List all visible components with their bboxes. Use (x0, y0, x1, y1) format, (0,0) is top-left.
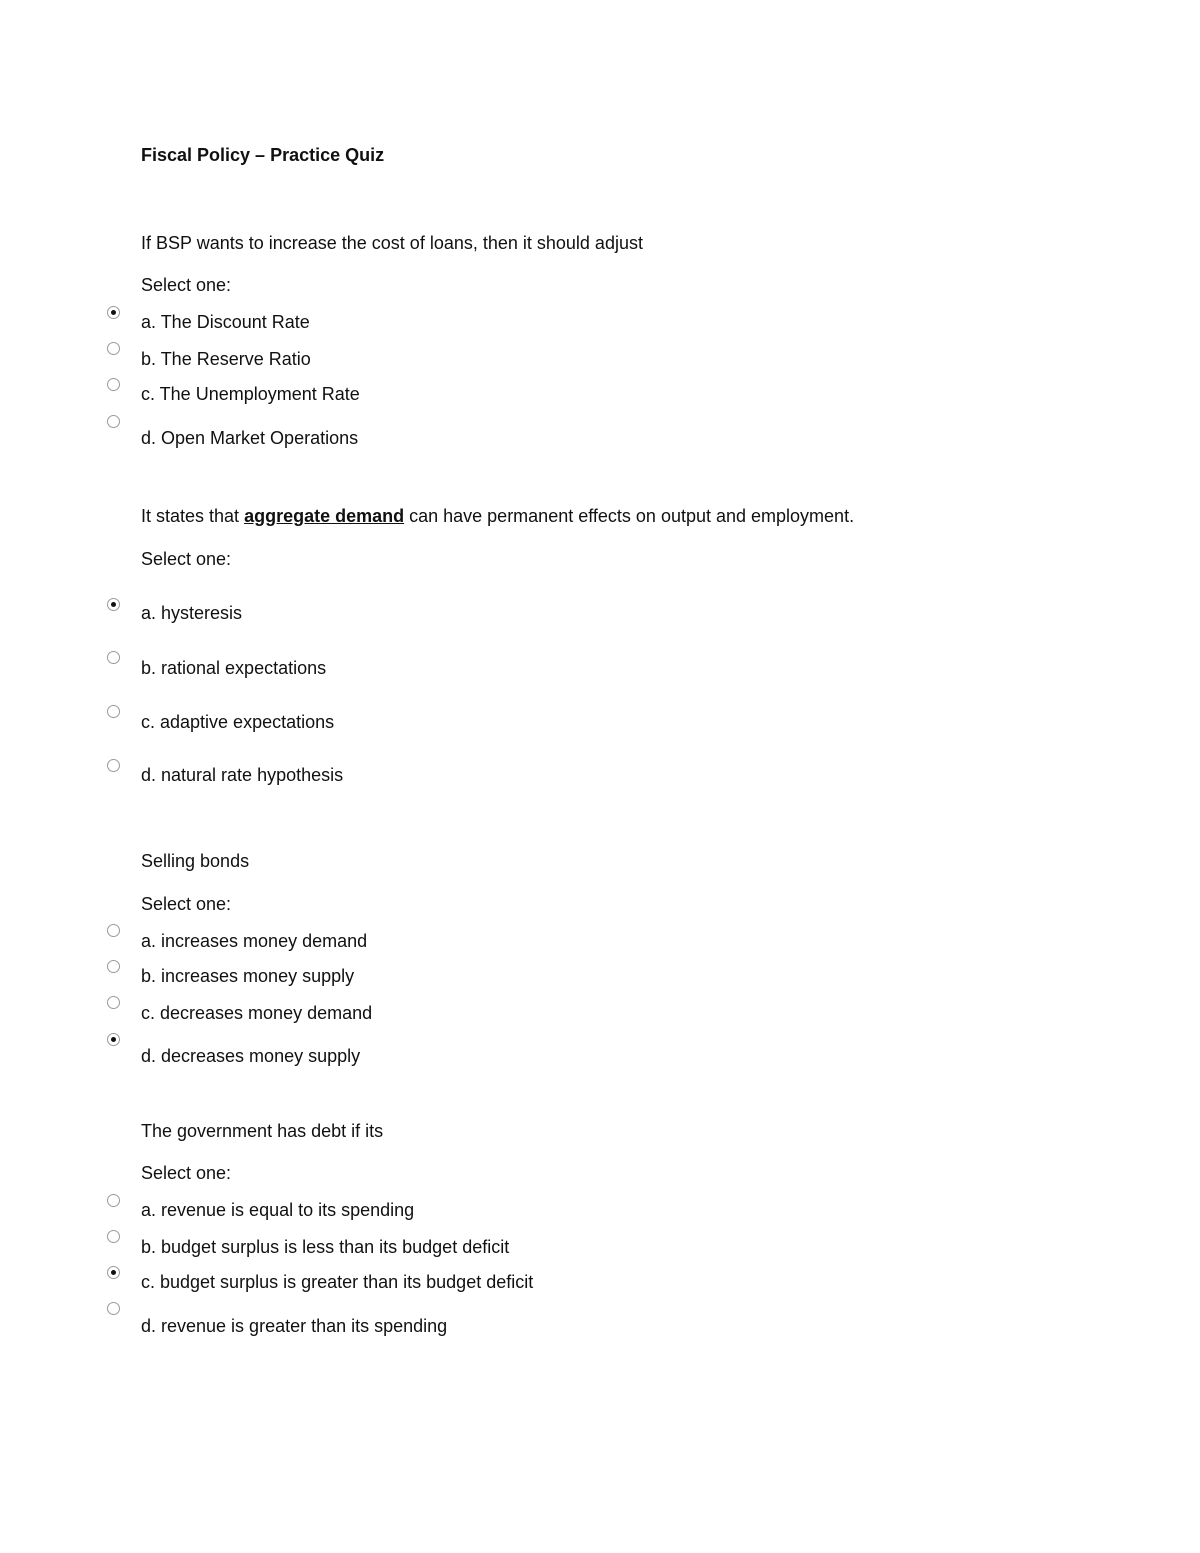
q3-option-b-label: b. increases money supply (141, 966, 355, 986)
question-4-instruction: Select one: (141, 1163, 232, 1183)
question-2-instruction: Select one: (141, 549, 232, 569)
q3-option-c-label: c. decreases money demand (141, 1003, 373, 1023)
q3-option-d-radio[interactable] (107, 1033, 120, 1046)
question-2-prompt-after: can have permanent effects on output and employment. (404, 506, 855, 526)
question-1-instruction: Select one: (141, 275, 232, 295)
q1-option-d-label: d. Open Market Operations (141, 428, 359, 448)
quiz-title: Fiscal Policy – Practice Quiz (141, 145, 385, 165)
q2-option-b-radio[interactable] (107, 651, 120, 664)
q4-option-d-radio[interactable] (107, 1302, 120, 1315)
q4-option-d-label: d. revenue is greater than its spending (141, 1316, 448, 1336)
q4-option-b-label: b. budget surplus is less than its budget deficit (141, 1237, 510, 1257)
q3-option-c-radio[interactable] (107, 996, 120, 1009)
q2-option-a-label: a. hysteresis (141, 603, 243, 623)
q2-option-c-radio[interactable] (107, 705, 120, 718)
question-1-prompt: If BSP wants to increase the cost of loans, then it should adjust (141, 233, 643, 253)
q3-option-d-label: d. decreases money supply (141, 1046, 361, 1066)
q2-option-a-radio[interactable] (107, 598, 120, 611)
q4-option-a-radio[interactable] (107, 1194, 120, 1207)
question-4-prompt: The government has debt if its (141, 1121, 384, 1141)
question-3-instruction: Select one: (141, 894, 232, 914)
q1-option-b-radio[interactable] (107, 342, 120, 355)
q1-option-a-label: a. The Discount Rate (141, 312, 310, 332)
q1-option-c-radio[interactable] (107, 378, 120, 391)
q2-option-c-label: c. adaptive expectations (141, 712, 335, 732)
q4-option-b-radio[interactable] (107, 1230, 120, 1243)
q1-option-b-label: b. The Reserve Ratio (141, 349, 311, 369)
q2-option-d-label: d. natural rate hypothesis (141, 765, 344, 785)
question-3-prompt: Selling bonds (141, 851, 250, 871)
q3-option-b-radio[interactable] (107, 960, 120, 973)
question-2-prompt-before: It states that (141, 506, 245, 526)
question-2-prompt (141, 504, 854, 528)
q1-option-c-label: c. The Unemployment Rate (141, 384, 360, 404)
q2-option-b-label: b. rational expectations (141, 658, 327, 678)
q1-option-a-radio[interactable] (107, 306, 120, 319)
q4-option-c-label: c. budget surplus is greater than its budget deficit (141, 1272, 534, 1292)
q2-option-d-radio[interactable] (107, 759, 120, 772)
q4-option-a-label: a. revenue is equal to its spending (141, 1200, 415, 1220)
q4-option-c-radio[interactable] (107, 1266, 120, 1279)
q3-option-a-radio[interactable] (107, 924, 120, 937)
q1-option-d-radio[interactable] (107, 415, 120, 428)
q3-option-a-label: a. increases money demand (141, 931, 368, 951)
question-2-keyword: aggregate demand (244, 506, 405, 526)
